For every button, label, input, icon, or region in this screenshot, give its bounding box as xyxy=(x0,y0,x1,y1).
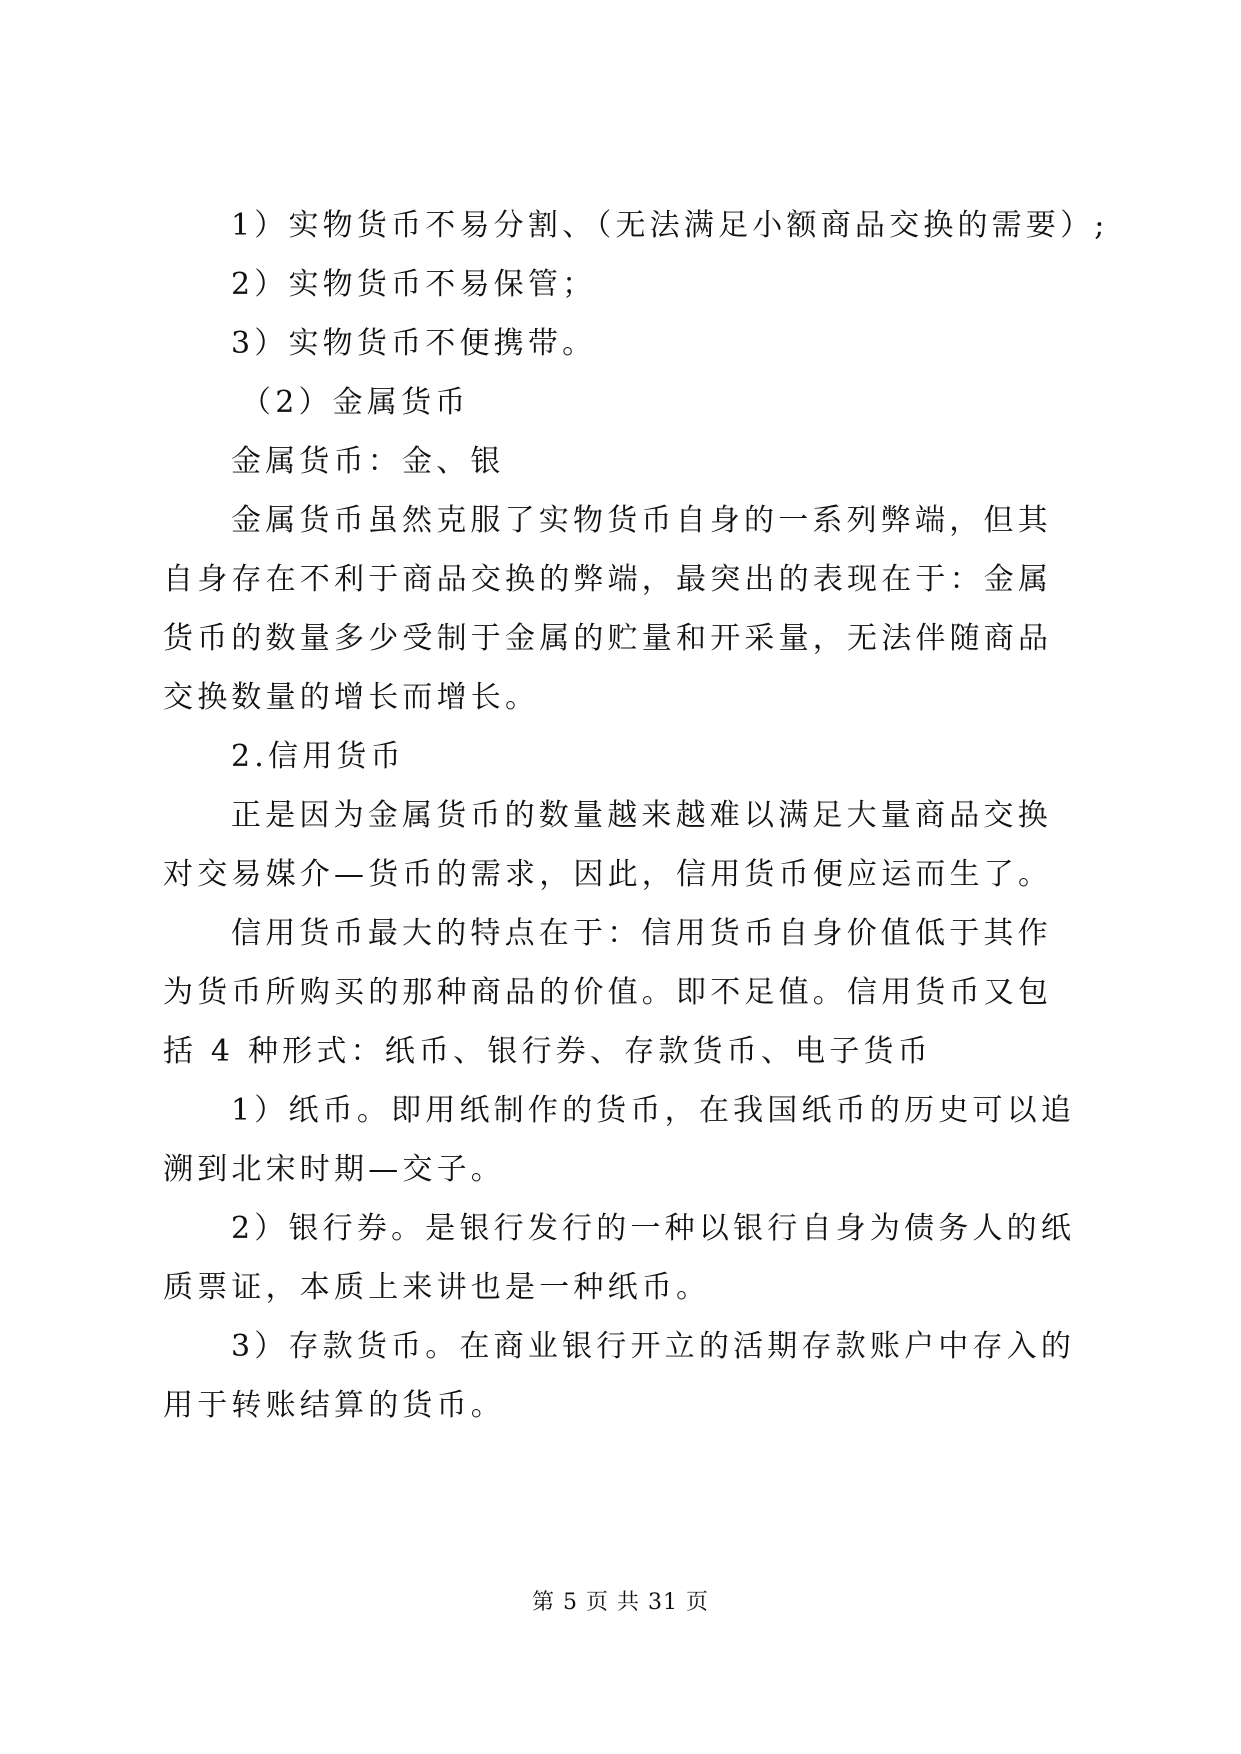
page-footer: 第 5 页 共 31 页 xyxy=(532,1590,709,1615)
list-item-3: 3）实物货币不便携带。 xyxy=(231,326,597,361)
paragraph-credit-currency-features: 信用货币最大的特点在于：信用货币自身价值低于其作为货币所购买的那种商品的价值。即不足值。信用货币又包括 4 种形式：纸币、银行券、存款货币、电子货币 xyxy=(163,916,1053,1069)
section-heading-metal-currency: （2）金属货币 xyxy=(241,385,470,420)
paragraph-deposit-money: 3）存款货币。在商业银行开立的活期存款账户中存入的用于转账结算的货币。 xyxy=(163,1329,1076,1423)
section-heading-credit-currency: 2.信用货币 xyxy=(231,739,405,774)
metal-currency-definition: 金属货币：金、银 xyxy=(231,444,505,479)
paragraph-paper-money: 1）纸币。即用纸制作的货币，在我国纸币的历史可以追溯到北宋时期—交子。 xyxy=(163,1093,1076,1187)
document-body xyxy=(163,196,1109,1435)
list-item-1: 1）实物货币不易分割、（无法满足小额商品交换的需要）; xyxy=(231,208,1109,243)
paragraph-metal-currency-drawbacks: 金属货币虽然克服了实物货币自身的一系列弊端，但其自身存在不利于商品交换的弊端，最突出的表现在于：金属货币的数量多少受制于金属的贮量和开采量，无法伴随商品交换数量的增长而增长。 xyxy=(163,503,1053,715)
paragraph-bank-notes: 2）银行券。是银行发行的一种以银行自身为债务人的纸质票证，本质上来讲也是一种纸币。 xyxy=(163,1211,1076,1305)
paragraph-credit-currency-origin: 正是因为金属货币的数量越来越难以满足大量商品交换对交易媒介—货币的需求，因此，信用货币便应运而生了。 xyxy=(163,798,1053,892)
list-item-2: 2）实物货币不易保管； xyxy=(231,267,597,302)
